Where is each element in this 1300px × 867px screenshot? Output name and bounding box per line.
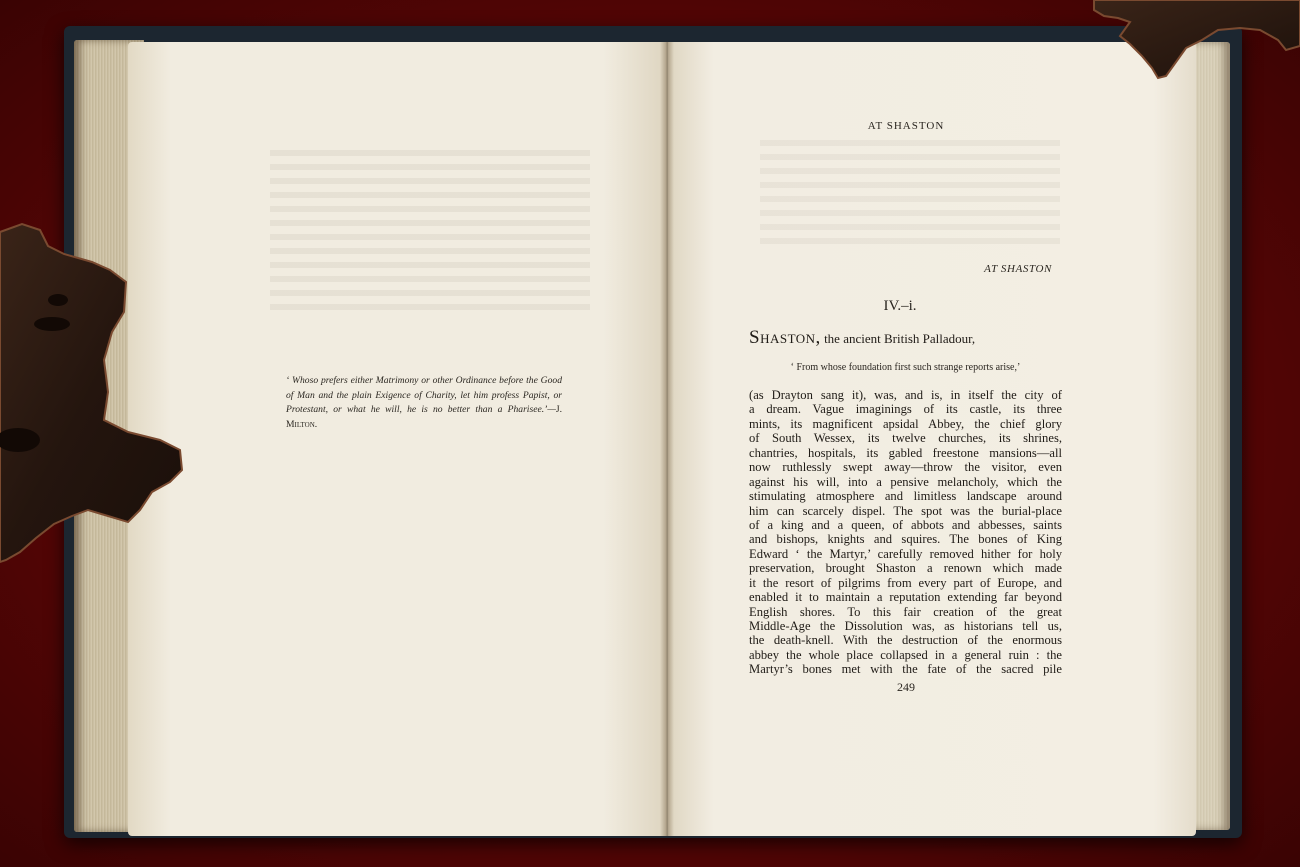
epigraph <box>286 374 562 432</box>
body-line: chantries, hospitals, its gabled freestone mansions—all <box>749 445 1062 460</box>
body-line: stimulating atmosphere and limitless landscape around <box>749 489 1062 504</box>
body-line: of South Wessex, its twelve churches, its shrines, <box>749 431 1062 446</box>
body-line: Martyr’s bones met with the fate of the sacred pile <box>749 662 1062 677</box>
body-line: of a king and a queen, of abbots and abbesses, saints <box>749 517 1062 532</box>
epigraph-author: J. Milton. <box>286 404 562 430</box>
body-line: and bishops, knights and squires. The bones of King <box>749 532 1062 547</box>
body-line: English shores. To this fair creation of the great <box>749 604 1062 619</box>
section-title: AT SHASTON <box>984 263 1052 275</box>
right-page-clip <box>1090 0 1300 82</box>
left-page-show-through <box>270 150 590 310</box>
body-text <box>749 388 1062 677</box>
clip-hole <box>34 317 70 331</box>
body-line: enabled it to maintain a reputation extending far beyond <box>749 590 1062 605</box>
epigraph-text: ‘ Whoso prefers either Matrimony or other Ordinance before the Good of Man and the plain Exigence of Charity, let him profess Papist, or Protestant, or what he will, he is no better than a Pharisee.’— <box>286 375 562 415</box>
clip-hole <box>48 294 68 306</box>
body-line: him can scarcely dispel. The spot was the burial-place <box>749 503 1062 518</box>
body-line: (as Drayton sang it), was, and is, in itself the city of <box>749 388 1062 402</box>
running-head: AT SHASTON <box>867 120 945 132</box>
body-line: abbey the whole place collapsed in a general ruin : the <box>749 647 1062 662</box>
section-number: IV.–i. <box>883 298 917 314</box>
body-line: the death-knell. With the destruction of the enormous <box>749 633 1062 648</box>
body-line: Middle-Age the Dissolution was, as historians tell us, <box>749 619 1062 633</box>
opening-word: Shaston, <box>749 327 821 348</box>
body-line: it the resort of pilgrims from every part of Europe, and <box>749 575 1062 590</box>
opening-rest: the ancient British Palladour, <box>820 331 976 346</box>
body-line: mints, its magnificent apsidal Abbey, the chief glory <box>749 416 1062 431</box>
quote-line: ‘ From whose foundation first such strange reports arise,’ <box>790 362 1021 373</box>
body-line: now ruthlessly swept away—throw the visitor, even <box>749 460 1062 475</box>
body-line: preservation, brought Shaston a renown which made <box>749 561 1062 576</box>
book-gutter <box>660 42 674 836</box>
page-number: 249 <box>897 680 915 694</box>
right-page-show-through <box>760 140 1060 250</box>
opening-line <box>749 327 1069 349</box>
body-line: Edward ‘ the Martyr,’ carefully removed hither for holy <box>749 546 1062 561</box>
body-line: against his will, into a pensive melancholy, which the <box>749 474 1062 489</box>
left-page-clip <box>0 220 190 565</box>
body-line: a dream. Vague imaginings of its castle, its three <box>749 402 1062 417</box>
